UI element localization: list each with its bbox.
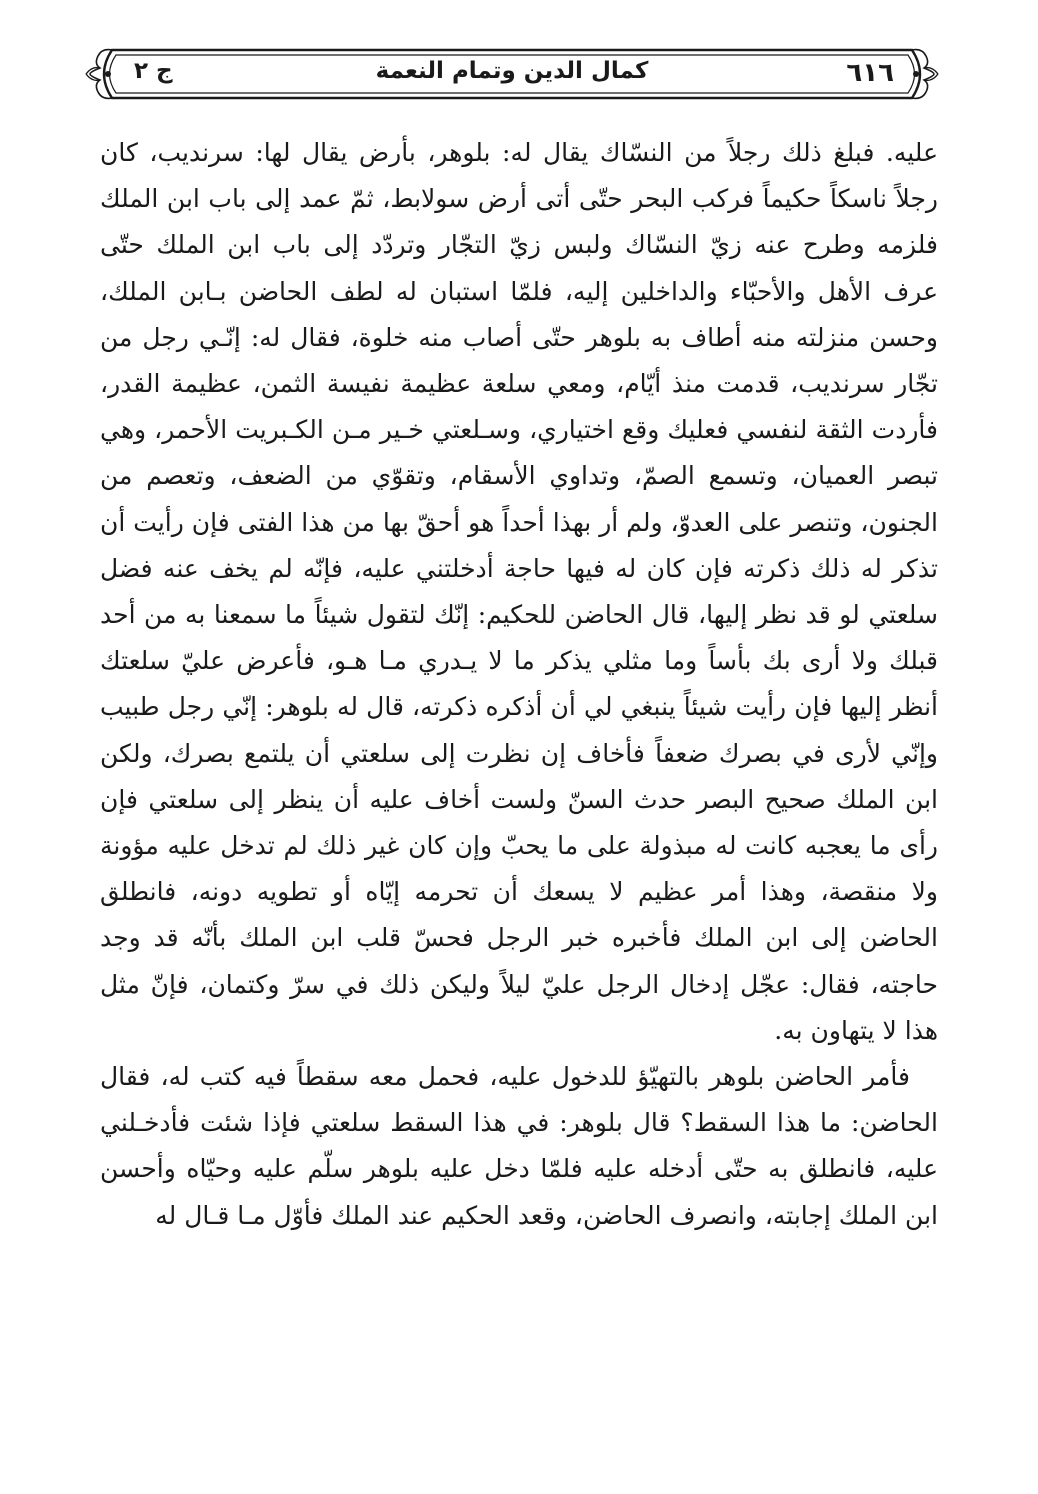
volume-label: ج ٢: [134, 58, 173, 84]
running-title: كمال الدين وتمام النعمة: [375, 58, 649, 84]
body-text: [100, 130, 938, 1239]
page-header: [82, 44, 942, 104]
page-number: ٦١٦: [846, 58, 894, 88]
paragraph: عليه. فبلغ ذلك رجلاً من النسّاك يقال له: بلوهر، بأرض يقال لها: سرنديب، كان رجلاً ناسكاً حكيماً فركب البحر حتّى أتى أرض سولابط، ثمّ عمد إلى باب ابن الملك فلزمه وطرح عنه زيّ النسّاك ولبس زيّ التجّار وتردّد إلى باب ابن الملك حتّى عرف الأهل والأحبّاء والداخلين إليه، فلمّا استبان له لطف الحاضن بـابن الملك، وحسن منزلته منه أطاف به بلوهر حتّى أصاب منه خلوة، فقال له: إنّـي رجل من تجّار سرنديب، قدمت منذ أيّام، ومعي سلعة عظيمة نفيسة الثمن، عظيمة القدر، فأردت الثقة لنفسي فعليك وقع اختياري، وسـلعتي خـير مـن الكـبريت الأحمر، وهي تبصر العميان، وتسمع الصمّ، وتداوي الأسقام، وتقوّي من الضعف، وتعصم من الجنون، وتنصر على العدوّ، ولم أر بهذا أحداً هو أحقّ بها من هذا الفتى فإن رأيت أن تذكر له ذلك ذكرته فإن كان له فيها حاجة أدخلتني عليه، فإنّه لم يخف عنه فضل سلعتي لو قد نظر إليها، قال الحاضن للحكيم: إنّك لتقول شيئاً ما سمعنا به من أحد قبلك ولا أرى بك بأساً وما مثلي يذكر ما لا يـدري مـا هـو، فأعرض عليّ سلعتك أنظر إليها فإن رأيت شيئاً ينبغي لي أن أذكره ذكرته، قال له بلوهر: إنّي رجل طبيب وإنّي لأرى في بصرك ضعفاً فأخاف إن نظرت إلى سلعتي أن يلتمع بصرك، ولكن ابن الملك صحيح البصر حدث السنّ ولست أخاف عليه أن ينظر إلى سلعتي فإن رأى ما يعجبه كانت له مبذولة على ما يحبّ وإن كان غير ذلك لم تدخل عليه مؤونة ولا منقصة، وهذا أمر عظيم لا يسعك أن تحرمه إيّاه أو تطويه دونه، فانطلق الحاضن إلى ابن الملك فأخبره خبر الرجل فحسّ قلب ابن الملك بأنّه قد وجد حاجته، فقال: عجّل إدخال الرجل عليّ ليلاً وليكن ذلك في سرّ وكتمان، فإنّ مثل هذا لا يتهاون به.: [100, 138, 939, 1045]
paragraph: فأمر الحاضن بلوهر بالتهيّؤ للدخول عليه، فحمل معه سقطاً فيه كتب له، فقال الحاضن: ما هذا السقط؟ قال بلوهر: في هذا السقط سلعتي فإذا شئت فأدخـلني عليه، فانطلق به حتّى أدخله عليه فلمّا دخل عليه بلوهر سلّم عليه وحيّاه وأحسن ابن الملك إجابته، وانصرف الحاضن، وقعد الحكيم عند الملك فأوّل مـا قـال له: [100, 1062, 938, 1230]
